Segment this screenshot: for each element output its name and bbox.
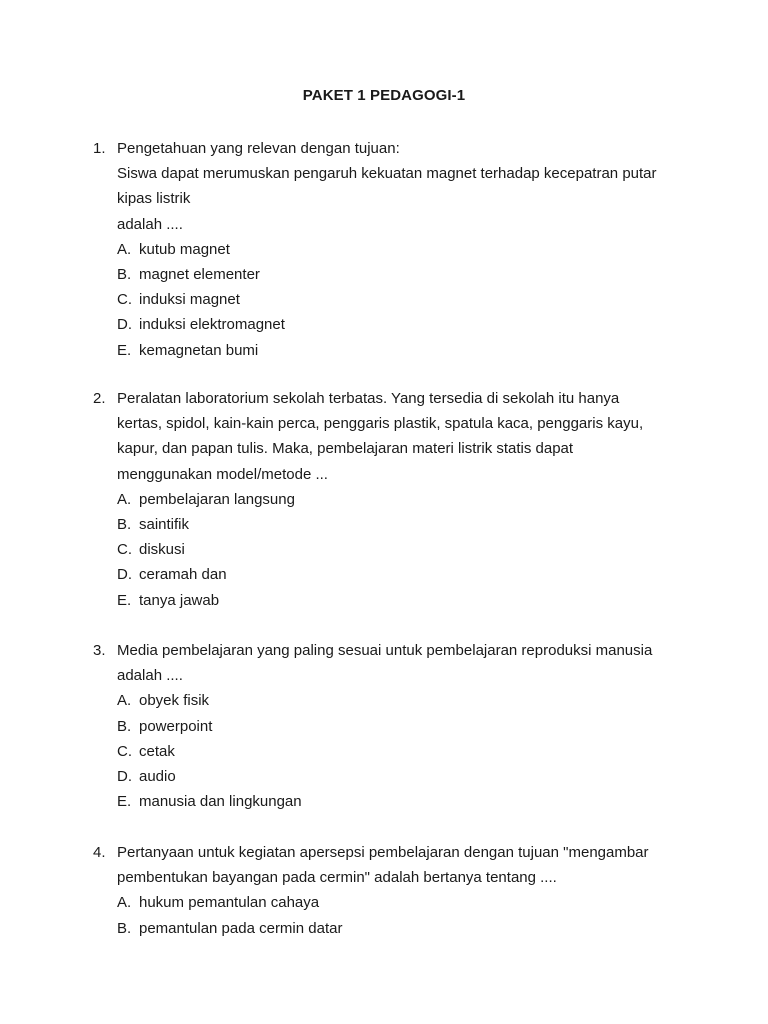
answer-option-e: [117, 338, 689, 363]
page-title: PAKET 1 PEDAGOGI-1: [302, 87, 466, 104]
question-number: 2.: [93, 390, 106, 407]
option-text: tanya jawab: [139, 591, 220, 609]
option-letter: D.: [117, 767, 132, 785]
question-text-line: adalah ....: [117, 215, 183, 233]
question-text-line: kapur, dan papan tulis. Maka, pembelajaran materi listrik statis dapat: [117, 440, 574, 458]
answer-option-e: [117, 789, 689, 814]
option-letter: B.: [117, 515, 132, 533]
option-letter: A.: [117, 240, 132, 258]
option-letter: B.: [117, 919, 132, 937]
answer-option-d: [117, 312, 689, 337]
option-letter: D.: [117, 566, 132, 584]
option-letter: C.: [117, 291, 132, 309]
answer-option-c: [117, 739, 689, 764]
option-letter: E.: [117, 341, 132, 359]
answer-option-d: [117, 562, 689, 587]
question-text-line: Siswa dapat merumuskan pengaruh kekuatan magnet terhadap kecepatran putar: [117, 165, 657, 183]
answer-option-d: [117, 764, 689, 789]
question-number: 1.: [93, 140, 106, 157]
question-text-line: Media pembelajaran yang paling sesuai untuk pembelajaran reproduksi manusia: [117, 642, 653, 659]
option-letter: B.: [117, 265, 132, 283]
answer-option-c: [117, 287, 689, 312]
question-text-line: Peralatan laboratorium sekolah terbatas. Yang tersedia di sekolah itu hanya: [117, 390, 620, 407]
option-text: hukum pemantulan cahaya: [139, 894, 320, 912]
option-letter: C.: [117, 742, 132, 760]
option-text: powerpoint: [139, 717, 213, 735]
question-body: [117, 638, 689, 814]
answer-option-c: [117, 537, 689, 562]
question-number: 3.: [93, 642, 106, 659]
question-number: 4.: [93, 844, 106, 861]
question-text-line: kipas listrik: [117, 190, 191, 208]
option-text: kutub magnet: [139, 240, 230, 258]
answer-option-a: [117, 237, 689, 262]
answer-option-a: [117, 487, 689, 512]
option-letter: A.: [117, 692, 132, 710]
answer-option-e: [117, 588, 689, 613]
option-text: obyek fisik: [139, 692, 210, 710]
answer-option-b: [117, 512, 689, 537]
question-text-line: Pengetahuan yang relevan dengan tujuan:: [117, 140, 400, 157]
option-letter: A.: [117, 894, 132, 912]
option-letter: C.: [117, 541, 132, 559]
option-letter: D.: [117, 316, 132, 334]
option-text: manusia dan lingkungan: [139, 793, 302, 811]
answer-option-b: [117, 262, 689, 287]
option-letter: A.: [117, 490, 132, 508]
question-text-line: pembentukan bayangan pada cermin" adalah bertanya tentang ....: [117, 869, 557, 887]
question-body: [117, 386, 689, 613]
question-text-line: Pertanyaan untuk kegiatan apersepsi pembelajaran dengan tujuan "mengambar: [117, 844, 649, 861]
answer-option-a: [117, 890, 689, 915]
option-text: pemantulan pada cermin datar: [139, 919, 343, 937]
option-text: diskusi: [139, 541, 185, 559]
question-text-line: adalah ....: [117, 667, 183, 685]
option-text: kemagnetan bumi: [139, 341, 259, 359]
option-text: saintifik: [139, 515, 190, 533]
answer-option-a: [117, 688, 689, 713]
option-letter: E.: [117, 793, 132, 811]
option-letter: E.: [117, 591, 132, 609]
question-text-line: kertas, spidol, kain-kain perca, penggaris plastik, spatula kaca, penggaris kayu,: [117, 415, 644, 433]
question-body: [117, 840, 689, 941]
option-text: induksi magnet: [139, 291, 240, 309]
option-text: cetak: [139, 742, 175, 760]
answer-option-b: [117, 916, 689, 941]
option-text: ceramah dan: [139, 566, 227, 584]
question-body: [117, 136, 689, 363]
question-text-line: menggunakan model/metode ...: [117, 465, 328, 483]
option-text: induksi elektromagnet: [139, 316, 285, 334]
option-text: audio: [139, 767, 176, 785]
option-text: magnet elementer: [139, 265, 260, 283]
option-letter: B.: [117, 717, 132, 735]
option-text: pembelajaran langsung: [139, 490, 295, 508]
answer-option-b: [117, 714, 689, 739]
